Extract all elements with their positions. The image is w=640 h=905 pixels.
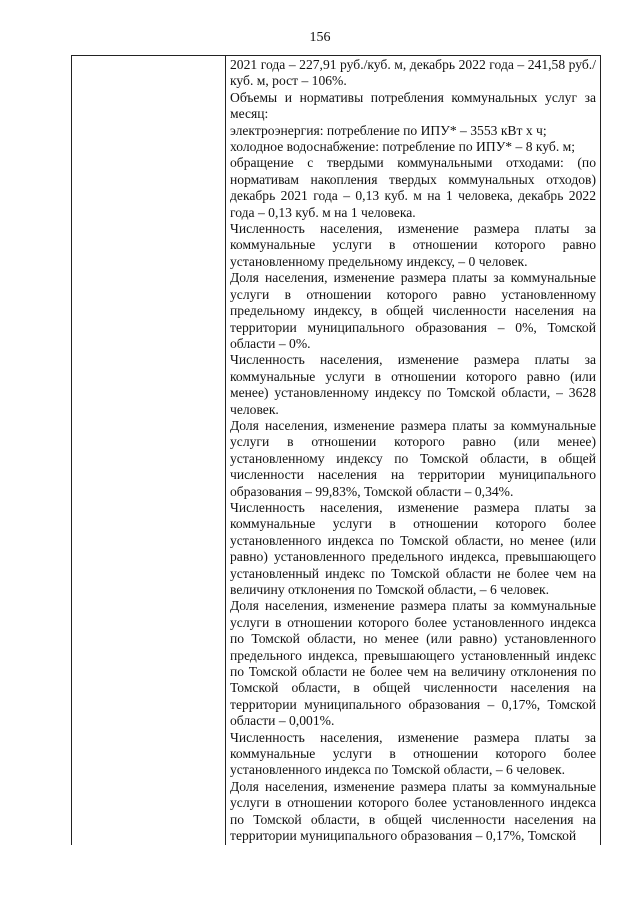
document-table — [71, 55, 601, 845]
paragraph-tariff-continuation: 2021 года – 227,91 руб./куб. м, декабрь 2022 года – 241,58 руб./куб. м, рост – 106%. — [230, 57, 596, 89]
table-left-cell — [72, 56, 226, 845]
paragraph-share-below-index: Доля населения, изменение размера платы за коммунальные услуги в отношении которого равно (или менее) установленному индексу по Томской области, в общей численности населения на территории муниципального образования – 99,83%, Томской области – 0,34%. — [230, 417, 596, 499]
paragraph-population-equal-limit: Численность населения, изменение размера платы за коммунальные услуги в отношении которого равно установленному предельному индексу, – 0 человек. — [230, 221, 596, 269]
paragraph-cold-water: холодное водоснабжение: потребление по ИПУ* – 8 куб. м; — [230, 139, 576, 155]
page-number: 156 — [309, 30, 331, 45]
paragraph-population-below-index: Численность населения, изменение размера платы за коммунальные услуги в отношении которого равно (или менее) установленному индексу по Томской области, – 3628 человек. — [230, 352, 596, 417]
paragraph-population-within-deviation: Численность населения, изменение размера платы за коммунальные услуги в отношении которого более установленного индекса по Томской области, но менее (или равно) установленного предельного индекса, превышающего установленный индекс по Томской области не более чем на величину отклонения по Томской области, – 6 человек. — [230, 499, 596, 597]
paragraph-share-above-index: Доля населения, изменение размера платы за коммунальные услуги в отношении которого более установленного индекса по Томской области, в общей численности населения на территории муниципального образования – 0,17%, Томской — [230, 778, 596, 844]
paragraph-share-equal-limit: Доля населения, изменение размера платы за коммунальные услуги в отношении которого равно установленному предельному индексу, в общей численности населения на территории муниципального образования – 0%, Томской области – 0%. — [230, 270, 596, 351]
paragraph-share-within-deviation: Доля населения, изменение размера платы за коммунальные услуги в отношении которого более установленного индекса по Томской области, но менее (или равно) установленного предельного индекса, превышающего установленный индекс по Томской области не более чем на величину отклонения по Томской области, в общей численности населения на территории муниципального образования – 0,17%, Томской области – 0,001%. — [230, 598, 596, 729]
paragraph-consumption-heading: Объемы и нормативы потребления коммунальных услуг за месяц: — [230, 89, 596, 122]
paragraph-solid-waste: обращение с твердыми коммунальными отходами: (по нормативам накопления твердых коммунальных отходов) декабрь 2021 года – 0,13 куб. м на 1 человека, декабрь 2022 года – 0,13 куб. м на 1 человека. — [230, 155, 596, 220]
paragraph-electricity: электроэнергия: потребление по ИПУ* – 3553 кВт х ч; — [230, 122, 547, 138]
paragraph-population-above-index: Численность населения, изменение размера платы за коммунальные услуги в отношении которого более установленного индекса по Томской области, – 6 человек. — [230, 729, 596, 778]
table-right-cell — [226, 56, 600, 845]
